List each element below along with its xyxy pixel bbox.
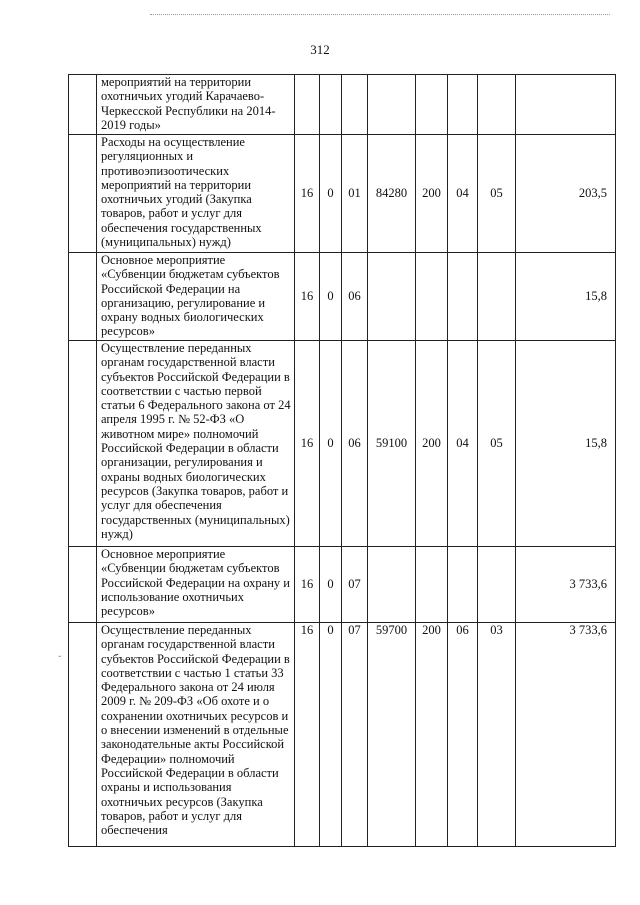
amount-cell: 3 733,6 xyxy=(516,623,616,847)
section-code-cell: 04 xyxy=(448,135,478,253)
section-code-cell xyxy=(448,75,478,135)
amount-cell: 15,8 xyxy=(516,253,616,341)
expense-type-cell: 200 xyxy=(416,623,448,847)
main-activity-code-cell: 01 xyxy=(342,135,368,253)
subprogram-code-cell: 0 xyxy=(320,135,342,253)
row-name-cell: Осуществление переданных органам государственной власти субъектов Российской Федерации в соответствии с частью первой статьи 6 Федерального закона от 24 апреля 1995 г. № 52-ФЗ «О животном мире» полномочий Российской Федерации в области организации, регулирования и охраны водных биологических ресурсов (Закупка товаров, работ и услуг для обеспечения государственных (муниципальных) нужд) xyxy=(97,341,295,547)
expense-type-cell xyxy=(416,547,448,623)
amount-cell xyxy=(516,75,616,135)
subprogram-code-cell: 0 xyxy=(320,623,342,847)
table-row xyxy=(69,75,616,135)
row-name-cell: мероприятий на территории охотничьих угодий Карачаево-Черкесской Республики на 2014-2019 годы» xyxy=(97,75,295,135)
section-code-cell: 06 xyxy=(448,623,478,847)
section-code-cell xyxy=(448,547,478,623)
program-code-cell: 16 xyxy=(295,253,320,341)
row-name-cell: Расходы на осуществление регуляционных и противоэпизоотических мероприятий на территории охотничьих угодий (Закупка товаров, работ и услуг для обеспечения государственных (муниципальных) нужд) xyxy=(97,135,295,253)
row-name-cell: Основное мероприятие «Субвенции бюджетам субъектов Российской Федерации на охрану и использование охотничьих ресурсов» xyxy=(97,547,295,623)
budget-table xyxy=(68,74,616,847)
direction-code-cell xyxy=(368,75,416,135)
direction-code-cell: 59100 xyxy=(368,341,416,547)
program-code-cell: 16 xyxy=(295,547,320,623)
main-activity-code-cell xyxy=(342,75,368,135)
row-number-cell xyxy=(69,135,97,253)
program-code-cell xyxy=(295,75,320,135)
expense-type-cell xyxy=(416,253,448,341)
direction-code-cell: 84280 xyxy=(368,135,416,253)
expense-type-cell: 200 xyxy=(416,135,448,253)
program-code-cell: 16 xyxy=(295,341,320,547)
section-code-cell xyxy=(448,253,478,341)
main-activity-code-cell: 06 xyxy=(342,341,368,547)
expense-type-cell xyxy=(416,75,448,135)
program-code-cell: 16 xyxy=(295,623,320,847)
subprogram-code-cell: 0 xyxy=(320,547,342,623)
subprogram-code-cell: 0 xyxy=(320,341,342,547)
amount-cell: 203,5 xyxy=(516,135,616,253)
direction-code-cell: 59700 xyxy=(368,623,416,847)
main-activity-code-cell: 07 xyxy=(342,623,368,847)
section-code-cell: 04 xyxy=(448,341,478,547)
table-row xyxy=(69,547,616,623)
main-activity-code-cell: 07 xyxy=(342,547,368,623)
subsection-code-cell: 05 xyxy=(478,341,516,547)
direction-code-cell xyxy=(368,547,416,623)
subsection-code-cell xyxy=(478,547,516,623)
subsection-code-cell xyxy=(478,253,516,341)
subprogram-code-cell xyxy=(320,75,342,135)
row-number-cell xyxy=(69,547,97,623)
amount-cell: 3 733,6 xyxy=(516,547,616,623)
subprogram-code-cell: 0 xyxy=(320,253,342,341)
program-code-cell: 16 xyxy=(295,135,320,253)
table-row xyxy=(69,253,616,341)
main-activity-code-cell: 06 xyxy=(342,253,368,341)
page-number: 312 xyxy=(310,42,330,57)
row-name-cell: Осуществление переданных органам государственной власти субъектов Российской Федерации в соответствии с частью 1 статьи 33 Федерального закона от 24 июля 2009 г. № 209-ФЗ «Об охоте и о сохранении охотничьих ресурсов и о внесении изменений в отдельные законодательные акты Российской Федерации» полномочий Российской Федерации в области охраны и использования охотничьих ресурсов (Закупка товаров, работ и услуг для обеспечения xyxy=(97,623,295,847)
row-number-cell xyxy=(69,623,97,847)
subsection-code-cell: 03 xyxy=(478,623,516,847)
row-number-cell xyxy=(69,253,97,341)
table-row xyxy=(69,135,616,253)
amount-cell: 15,8 xyxy=(516,341,616,547)
expense-type-cell: 200 xyxy=(416,341,448,547)
scan-artifact-left-mark: ˇ xyxy=(58,655,62,666)
row-number-cell xyxy=(69,341,97,547)
table-row xyxy=(69,623,616,847)
row-name-cell: Основное мероприятие «Субвенции бюджетам субъектов Российской Федерации на организацию, регулирование и охрану водных биологических ресурсов» xyxy=(97,253,295,341)
direction-code-cell xyxy=(368,253,416,341)
scan-artifact-top xyxy=(150,14,610,15)
subsection-code-cell: 05 xyxy=(478,135,516,253)
subsection-code-cell xyxy=(478,75,516,135)
table-row xyxy=(69,341,616,547)
row-number-cell xyxy=(69,75,97,135)
